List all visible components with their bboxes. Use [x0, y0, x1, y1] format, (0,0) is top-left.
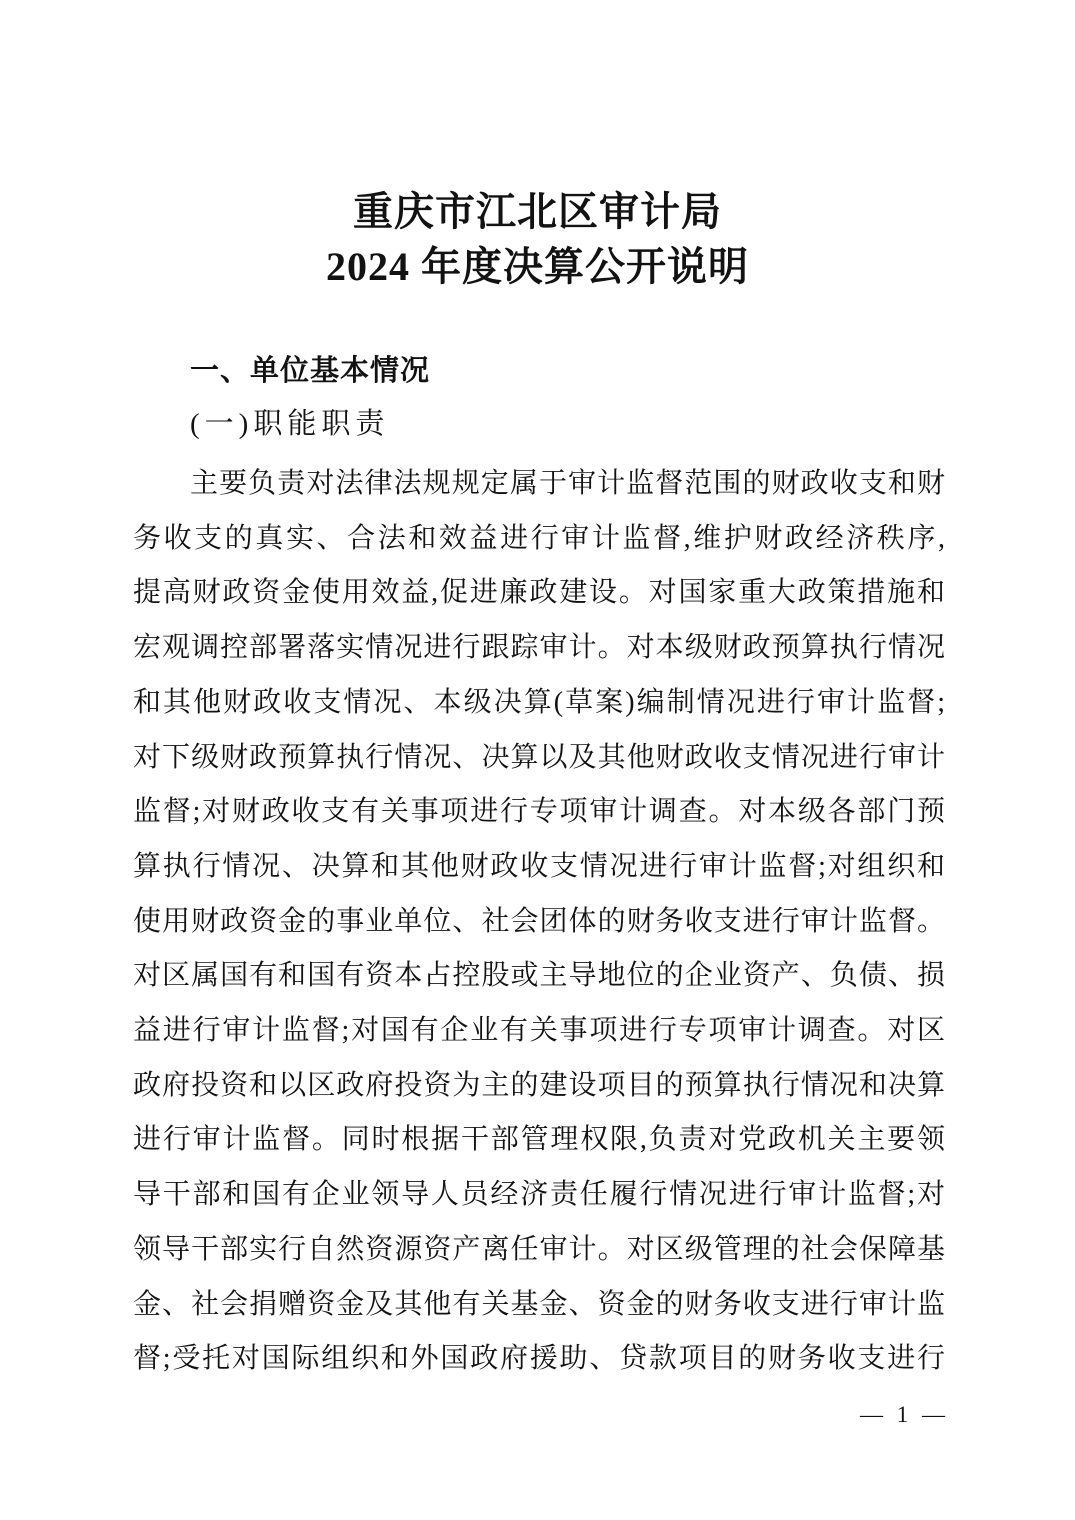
page-number: — 1 —: [860, 1402, 949, 1427]
paragraph-line: 导干部和国有企业领导人员经济责任履行情况进行审计监督;对: [133, 1179, 945, 1211]
subsection-heading: (一)职能职责: [190, 408, 390, 440]
title-line-1: 重庆市江北区审计局: [353, 189, 722, 234]
paragraph-line: 和其他财政收支情况、本级决算(草案)编制情况进行审计监督;: [133, 686, 945, 718]
paragraph-line: 对下级财政预算执行情况、决算以及其他财政收支情况进行审计: [133, 741, 945, 773]
body-paragraph: [133, 457, 945, 1387]
paragraph-line: 金、社会捐赠资金及其他有关基金、资金的财务收支进行审计监: [133, 1288, 945, 1320]
paragraph-line: 监督;对财政收支有关事项进行专项审计调查。对本级各部门预: [133, 796, 945, 828]
paragraph-line: 督;受托对国际组织和外国政府援助、贷款项目的财务收支进行: [133, 1343, 945, 1375]
paragraph-line: 务收支的真实、合法和效益进行审计监督,维护财政经济秩序,: [133, 522, 945, 554]
paragraph-line: 提高财政资金使用效益,促进廉政建设。对国家重大政策措施和: [133, 577, 945, 609]
paragraph-line: 政府投资和以区政府投资为主的建设项目的预算执行情况和决算: [133, 1069, 945, 1101]
section-heading: 一、单位基本情况: [190, 355, 431, 387]
document-title: [0, 184, 1075, 294]
paragraph-line: 使用财政资金的事业单位、社会团体的财务收支进行审计监督。: [133, 905, 945, 937]
paragraph-line: 主要负责对法律法规规定属于审计监督范围的财政收支和财: [190, 468, 945, 499]
paragraph-line: 对区属国有和国有资本占控股或主导地位的企业资产、负债、损: [133, 960, 945, 992]
paragraph-line: 进行审计监督。同时根据干部管理权限,负责对党政机关主要领: [133, 1124, 945, 1156]
paragraph-line: 益进行审计监督;对国有企业有关事项进行专项审计调查。对区: [133, 1015, 945, 1047]
paragraph-line: 宏观调控部署落实情况进行跟踪审计。对本级财政预算执行情况: [133, 632, 945, 664]
paragraph-line: 领导干部实行自然资源资产离任审计。对区级管理的社会保障基: [133, 1233, 945, 1265]
title-line-2: 2024 年度决算公开说明: [326, 244, 749, 289]
paragraph-line: 算执行情况、决算和其他财政收支情况进行审计监督;对组织和: [133, 850, 945, 882]
